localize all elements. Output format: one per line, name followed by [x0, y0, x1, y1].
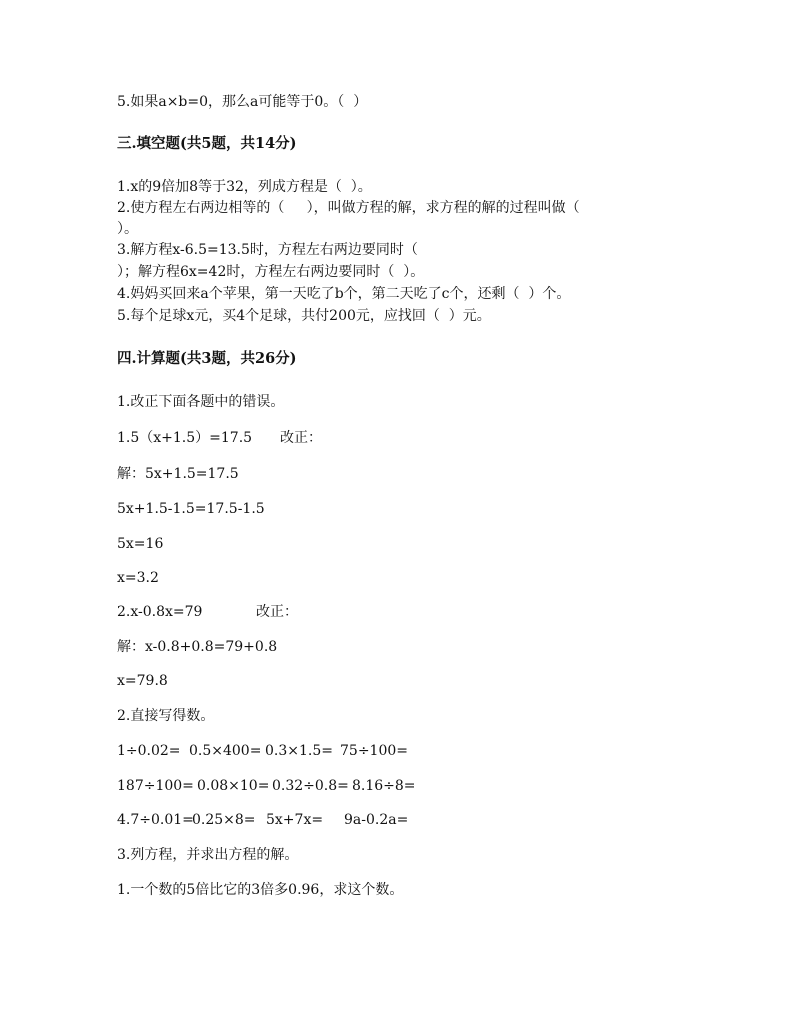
question-prompt: 3.列方程，并求出方程的解。: [117, 847, 299, 863]
correction-label: 改正：: [256, 604, 298, 620]
arithmetic-item: 1÷0.02=: [117, 743, 181, 759]
solution-step: 5x+1.5-1.5=17.5-1.5: [117, 501, 265, 517]
question-item: 5.如果a×b=0，那么a可能等于0。（ ）: [117, 94, 368, 110]
solution-step: 5x=16: [117, 536, 164, 552]
arithmetic-item: 0.25×8=: [192, 812, 256, 828]
arithmetic-item: 0.5×400=: [189, 743, 262, 759]
solution-step: x=3.2: [117, 570, 159, 586]
arithmetic-item: 0.3×1.5=: [265, 743, 333, 759]
question-item-continued: ）。: [117, 221, 138, 237]
arithmetic-item: 8.16÷8=: [352, 778, 416, 794]
question-item: 5.每个足球x元，买4个足球，共付200元，应找回（ ）元。: [117, 308, 491, 324]
arithmetic-item: 5x+7x=: [266, 812, 324, 828]
solution-step: x=79.8: [117, 673, 168, 689]
arithmetic-item: 0.08×10=: [197, 778, 270, 794]
arithmetic-item: 0.32÷0.8=: [272, 778, 349, 794]
arithmetic-item: 4.7÷0.01=: [117, 812, 194, 828]
problem-statement: 1.5（x+1.5）=17.5: [117, 430, 253, 446]
correction-label: 改正：: [280, 430, 322, 446]
question-prompt: 2.直接写得数。: [117, 708, 215, 724]
arithmetic-item: 187÷100=: [117, 778, 194, 794]
solution-step: 解：5x+1.5=17.5: [117, 466, 239, 482]
section-heading-calculation: 四.计算题(共3题，共26分): [117, 350, 297, 367]
solution-step: 解：x-0.8+0.8=79+0.8: [117, 639, 278, 655]
question-item: 4.妈妈买回来a个苹果，第一天吃了b个，第二天吃了c个，还剩（ ）个。: [117, 286, 571, 302]
question-prompt: 1.改正下面各题中的错误。: [117, 394, 285, 410]
question-item: 2.使方程左右两边相等的（ ），叫做方程的解，求方程的解的过程叫做（: [117, 200, 580, 216]
problem-statement: 2.x-0.8x=79: [117, 604, 203, 620]
question-item: 1.x的9倍加8等于32，列成方程是（ ）。: [117, 179, 372, 195]
question-item: 1.一个数的5倍比它的3倍多0.96，求这个数。: [117, 882, 404, 898]
section-heading-fill-in: 三.填空题(共5题，共14分): [117, 135, 297, 152]
arithmetic-item: 9a-0.2a=: [344, 812, 409, 828]
question-item-continued: ）；解方程6x=42时，方程左右两边要同时（ ）。: [117, 264, 425, 280]
question-item: 3.解方程x-6.5=13.5时，方程左右两边要同时（: [117, 242, 418, 258]
arithmetic-item: 75÷100=: [340, 743, 408, 759]
